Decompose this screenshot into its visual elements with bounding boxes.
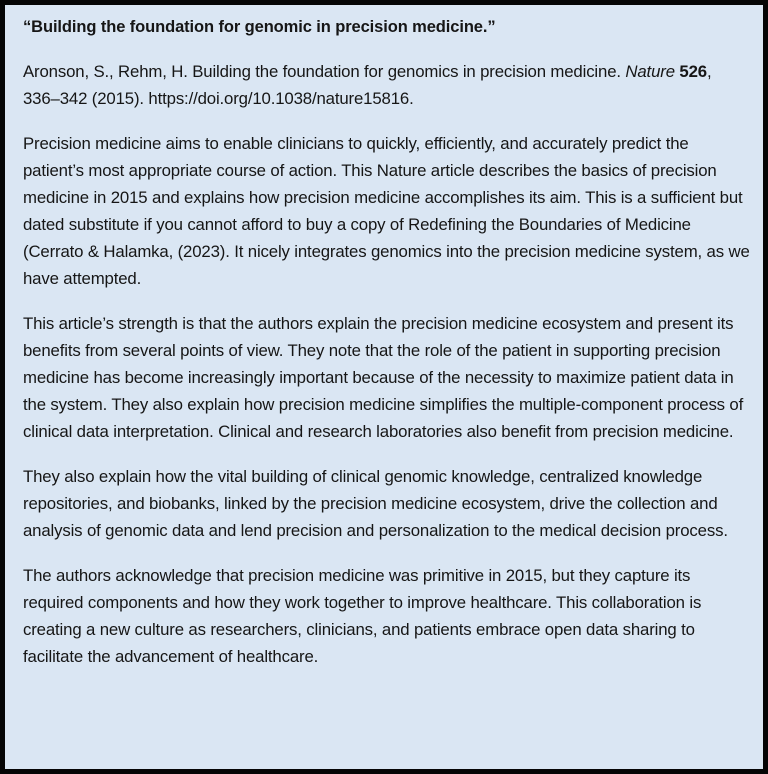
paragraph-overview: Precision medicine aims to enable clinicians to quickly, efficiently, and accurately predict the patient’s most appropriate course of action. This Nature article describes the basics of precision medicine in 2015 and explains how precision medicine accomplishes its aim. This is a sufficient but dated substitute if you cannot afford to buy a copy of Redefining the Boundaries of Medicine (Cerrato & Halamka, (2023). It nicely integrates genomics into the precision medicine system, as we have attempted. <box>23 134 750 288</box>
paragraph-conclusion: The authors acknowledge that precision medicine was primitive in 2015, but they capture its required components and how they work together to improve healthcare. This collaboration is creating a new culture as researchers, clinicians, and patients embrace open data sharing to facilitate the advancement of healthcare. <box>23 566 702 666</box>
citation-volume: 526 <box>674 62 707 81</box>
citation-authors-title: Aronson, S., Rehm, H. Building the foundation for genomics in precision medicine. <box>23 62 626 81</box>
citation-pages-doi: , 336–342 (2015). https://doi.org/10.1038/nature15816. <box>23 62 712 108</box>
paragraph-strengths: This article’s strength is that the authors explain the precision medicine ecosystem and present its benefits from several points of view. They note that the role of the patient in supporting precision medicine has become increasingly important because of the necessity to maximize patient data in the system. They also explain how precision medicine simplifies the multiple-component process of clinical data interpretation. Clinical and research laboratories also benefit from precision medicine. <box>23 314 744 441</box>
document-title: “Building the foundation for genomic in precision medicine.” <box>23 18 496 36</box>
citation-journal: Nature <box>625 62 675 81</box>
citation <box>23 58 750 112</box>
paragraph-knowledge-building: They also explain how the vital building of clinical genomic knowledge, centralized knowledge repositories, and biobanks, linked by the precision medicine ecosystem, drive the collection and analysis of genomic data and lend precision and personalization to the medical decision process. <box>23 467 728 540</box>
